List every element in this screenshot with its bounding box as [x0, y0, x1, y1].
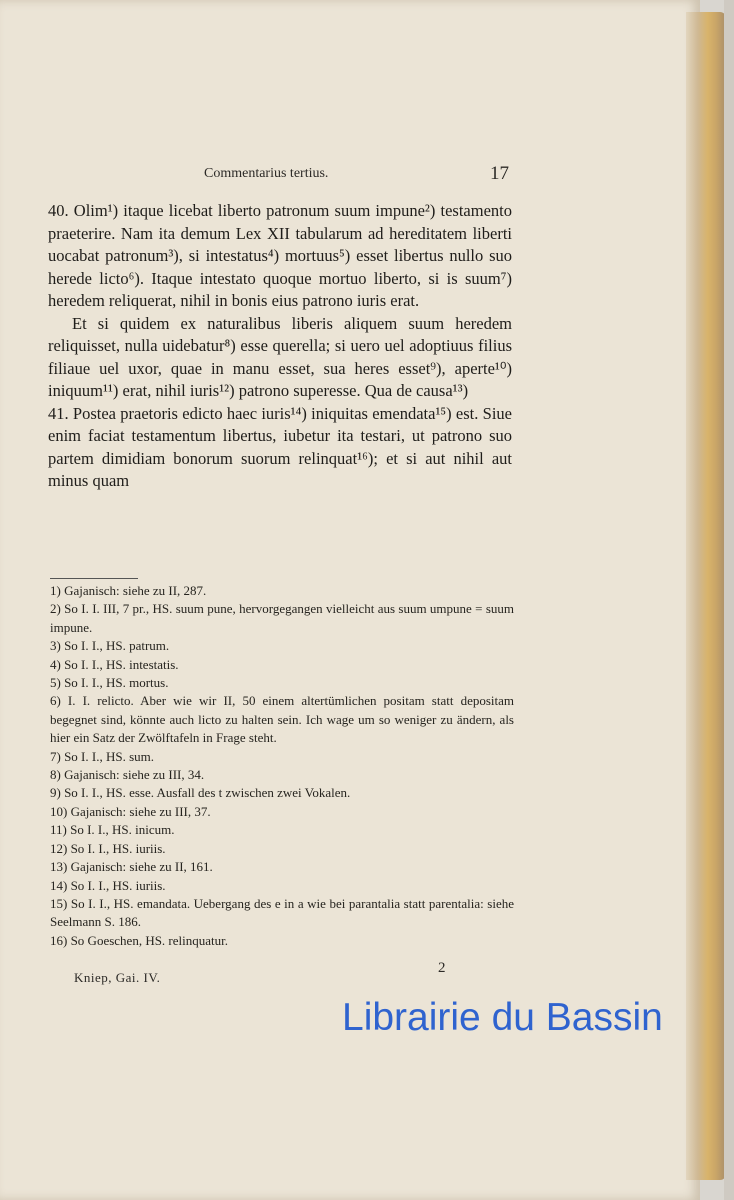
seller-watermark: Librairie du Bassin: [342, 996, 663, 1039]
background-strip: [724, 0, 734, 1200]
running-header: [0, 163, 700, 188]
printer-signature: Kniep, Gai. IV.: [74, 970, 161, 985]
footnote-rule: [50, 578, 138, 579]
footnote: 12) So I. I., HS. iuriis.: [50, 840, 166, 856]
header-title: Commentarius tertius.: [204, 166, 329, 181]
footnote: 8) Gajanisch: siehe zu III, 34.: [50, 767, 205, 783]
footnote: 14) So I. I., HS. iuriis.: [50, 877, 166, 893]
footnote: 11) So I. I., HS. inicum.: [50, 822, 175, 838]
page-number: 17: [490, 163, 509, 184]
gathering-number: 2: [438, 960, 446, 976]
footnote: 5) So I. I., HS. mortus.: [50, 675, 169, 691]
footnotes: [50, 582, 514, 950]
page-edges: [686, 12, 726, 1180]
paragraph-40: 40. Olim¹) itaque licebat liberto patronum suum impune²) testamento praeterire. Nam ita demum Lex XII tabularum ad hereditatem liberti uocabat patronum³), si intestatus⁴) mortuus⁵) esset libertus nullo suo herede licto⁶). Itaque intestato quoque mortuo liberto, si is suum⁷) heredem reliquerat, nihil in bonis eius patrono iuris erat.: [48, 201, 512, 310]
paragraph-40-continued: Et si quidem ex naturalibus liberis aliquem suum heredem reliquisset, nulla uidebatur⁸) esse querella; si uero uel adoptiuus filius filiaue uel uxor, quae in manu esset, sua heres esset⁹), aperte¹⁰) iniquum¹¹) erat, nihil iuris¹²) patrono superesse. Qua de causa¹³): [48, 313, 512, 400]
main-text: [48, 200, 512, 493]
footnote: 9) So I. I., HS. esse. Ausfall des t zwischen zwei Vokalen.: [50, 785, 351, 801]
footnote: 7) So I. I., HS. sum.: [50, 748, 155, 764]
footnote: 6) I. I. relicto. Aber wie wir II, 50 einem altertümlichen positam statt depositam begegnet sind, könnte auch licto zu halten sein. Ich wage um so weniger zu ändern, als hier ein Satz der Zwölftafeln in Frage steht.: [50, 693, 514, 746]
footnote: 10) Gajanisch: siehe zu III, 37.: [50, 803, 211, 819]
footnote: 2) So I. I. III, 7 pr., HS. suum pune, hervorgegangen vielleicht aus suum umpune = suum impune.: [50, 601, 514, 635]
footnote: 13) Gajanisch: siehe zu II, 161.: [50, 859, 213, 875]
footnote: 15) So I. I., HS. emandata. Uebergang des e in a wie bei parantalia statt parentalia: siehe Seelmann S. 186.: [50, 895, 514, 930]
footnote: 4) So I. I., HS. intestatis.: [50, 656, 179, 672]
footnote: 1) Gajanisch: siehe zu II, 287.: [50, 583, 207, 598]
footnote: 16) So Goeschen, HS. relinquatur.: [50, 932, 229, 948]
paragraph-41: 41. Postea praetoris edicto haec iuris¹⁴) iniquitas emendata¹⁵) est. Siue enim faciat testamentum libertus, iubetur ita testari, ut patrono suo partem dimidiam bonorum suorum relinquat¹⁶); et si aut nihil aut minus quam: [48, 403, 512, 490]
footnote: 3) So I. I., HS. patrum.: [50, 638, 170, 654]
